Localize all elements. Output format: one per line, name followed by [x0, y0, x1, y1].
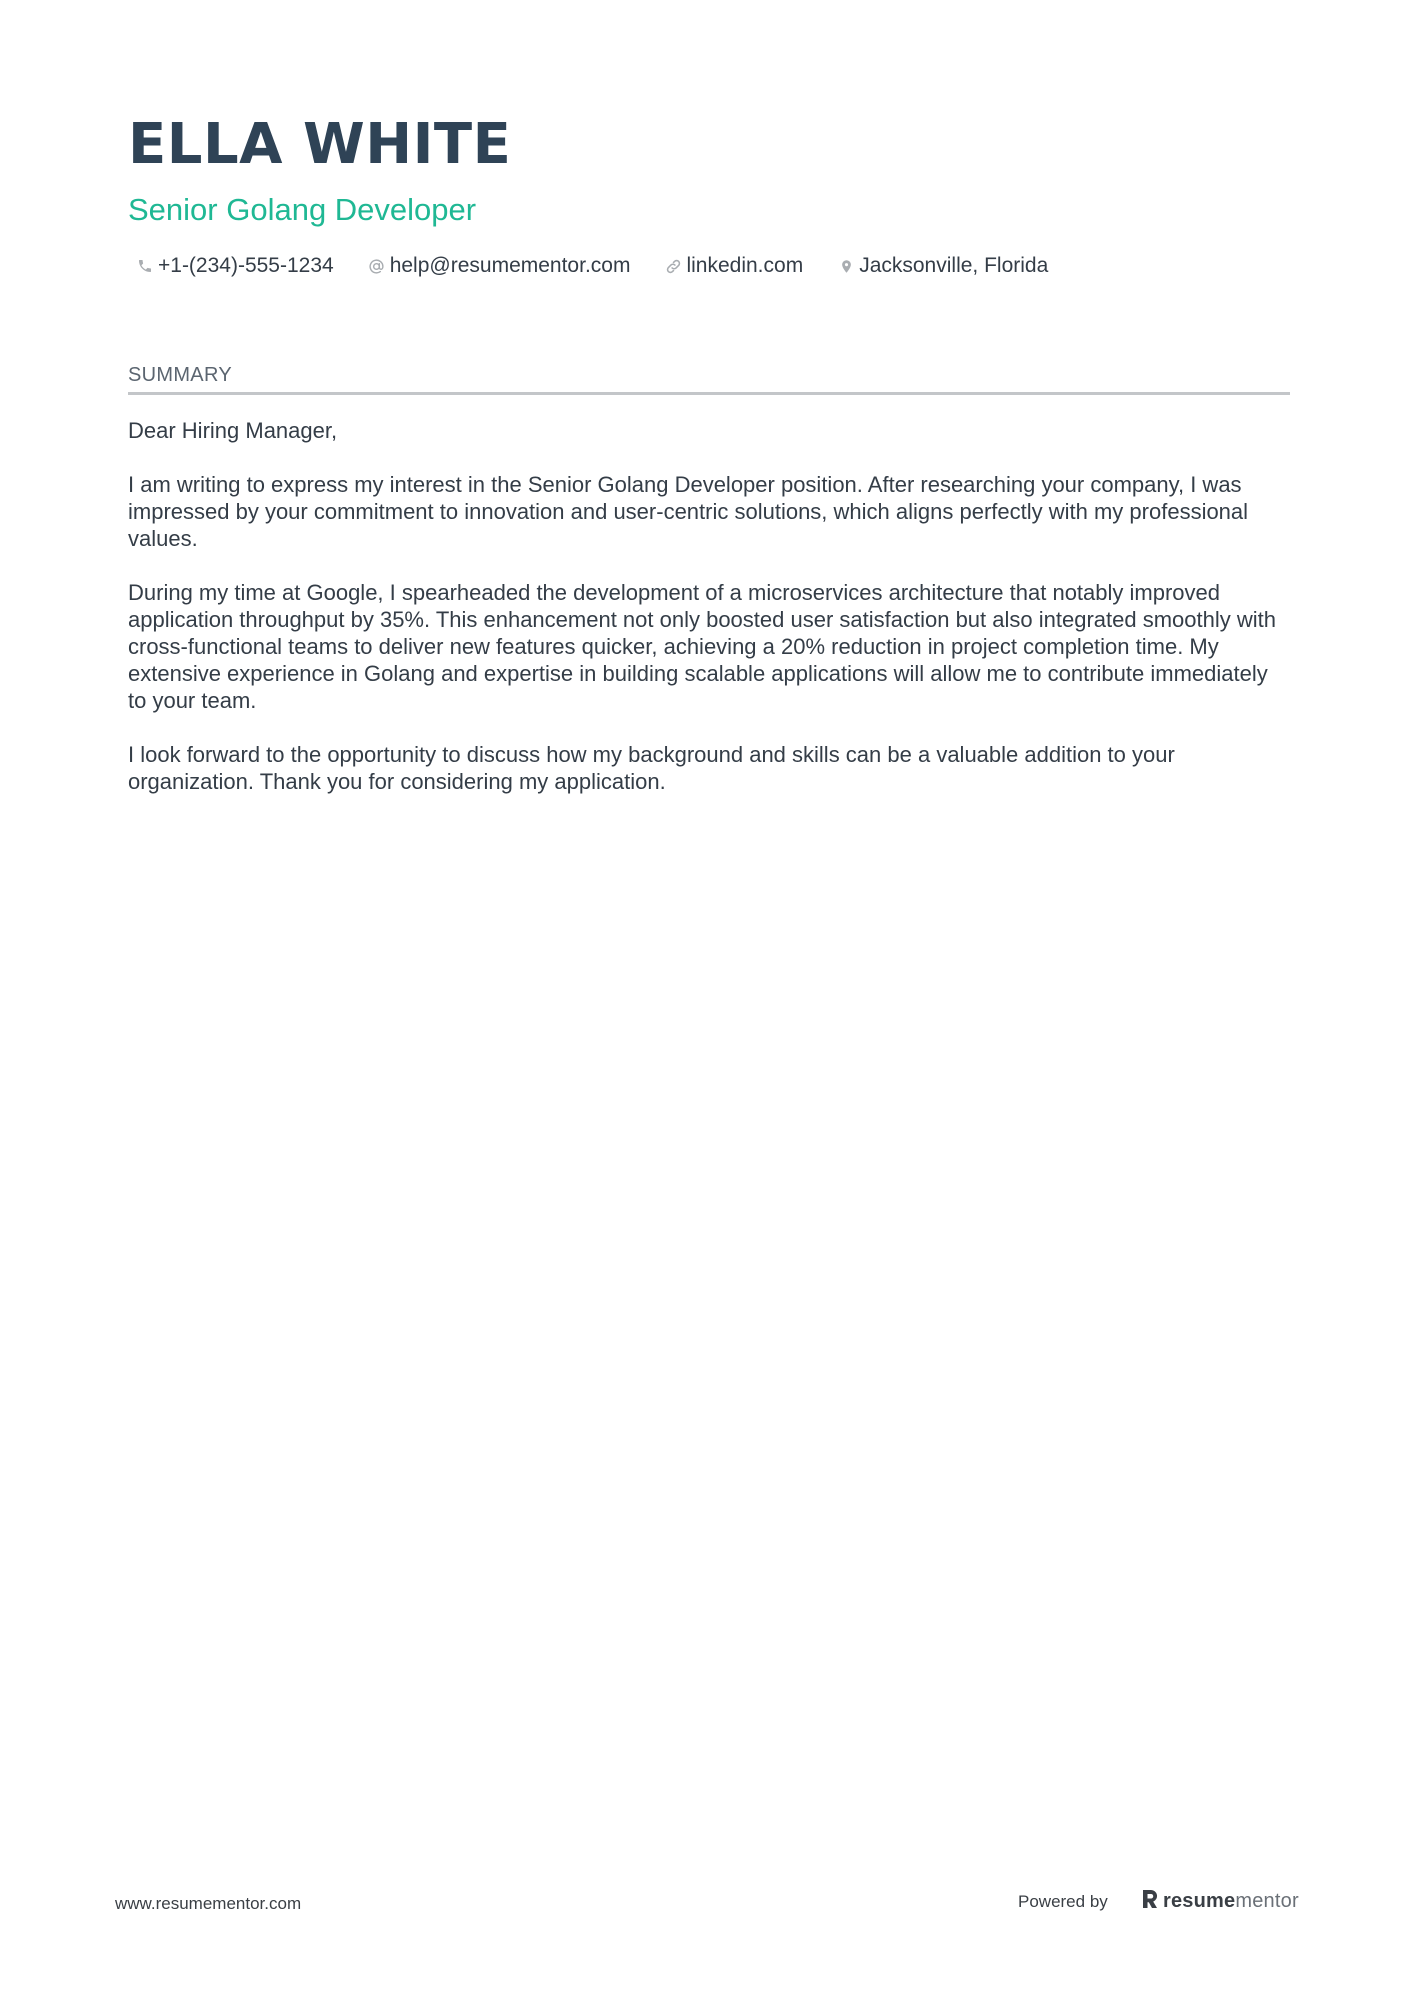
- cover-letter-page: [128, 110, 1290, 822]
- link-icon: [664, 257, 682, 275]
- contact-row: [128, 252, 1290, 280]
- letter-body: [128, 417, 1290, 795]
- phone-icon: [136, 257, 154, 275]
- candidate-name: ELLA WHITE: [128, 112, 512, 177]
- summary-heading: SUMMARY: [128, 364, 232, 386]
- contact-phone-text: +1-(234)-555-1234: [158, 254, 334, 277]
- page-footer: [0, 1890, 1410, 1920]
- footer-website-link[interactable]: www.resumementor.com: [115, 1894, 302, 1913]
- at-icon: [368, 257, 386, 275]
- section-divider: [128, 392, 1290, 395]
- contact-linkedin-text: linkedin.com: [686, 254, 804, 277]
- resumementor-logo: [1141, 1888, 1299, 1915]
- location-icon: [837, 257, 855, 275]
- letter-paragraph: During my time at Google, I spearheaded the development of a microservices architecture that notably improved application throughput by 35%. This enhancement not only boosted user satisfaction but also integrated smoothly with cross-functional teams to deliver new features quicker, achieving a 20% reduction in project completion time. My extensive experience in Golang and expertise in building scalable applications will allow me to contribute immediately to your team.: [128, 580, 1276, 713]
- resumementor-mark-icon: [1141, 1888, 1159, 1915]
- job-title: Senior Golang Developer: [128, 192, 477, 227]
- contact-location-text: Jacksonville, Florida: [859, 254, 1049, 277]
- resumementor-wordmark: resumementor: [1163, 1890, 1299, 1912]
- letter-paragraph: I am writing to express my interest in the Senior Golang Developer position. After researching your company, I was impressed by your commitment to innovation and user-centric solutions, which aligns perfectly with my professional values.: [128, 472, 1249, 551]
- contact-location: [829, 252, 1048, 280]
- letter-paragraph: I look forward to the opportunity to discuss how my background and skills can be a valuable addition to your organization. Thank you for considering my application.: [128, 742, 1175, 794]
- contact-linkedin: [656, 252, 803, 280]
- contact-email: [360, 252, 631, 280]
- contact-phone: [128, 252, 334, 280]
- contact-email-text: help@resumementor.com: [389, 254, 631, 277]
- letter-salutation: Dear Hiring Manager,: [128, 418, 338, 443]
- powered-by-label: Powered by: [1018, 1892, 1108, 1911]
